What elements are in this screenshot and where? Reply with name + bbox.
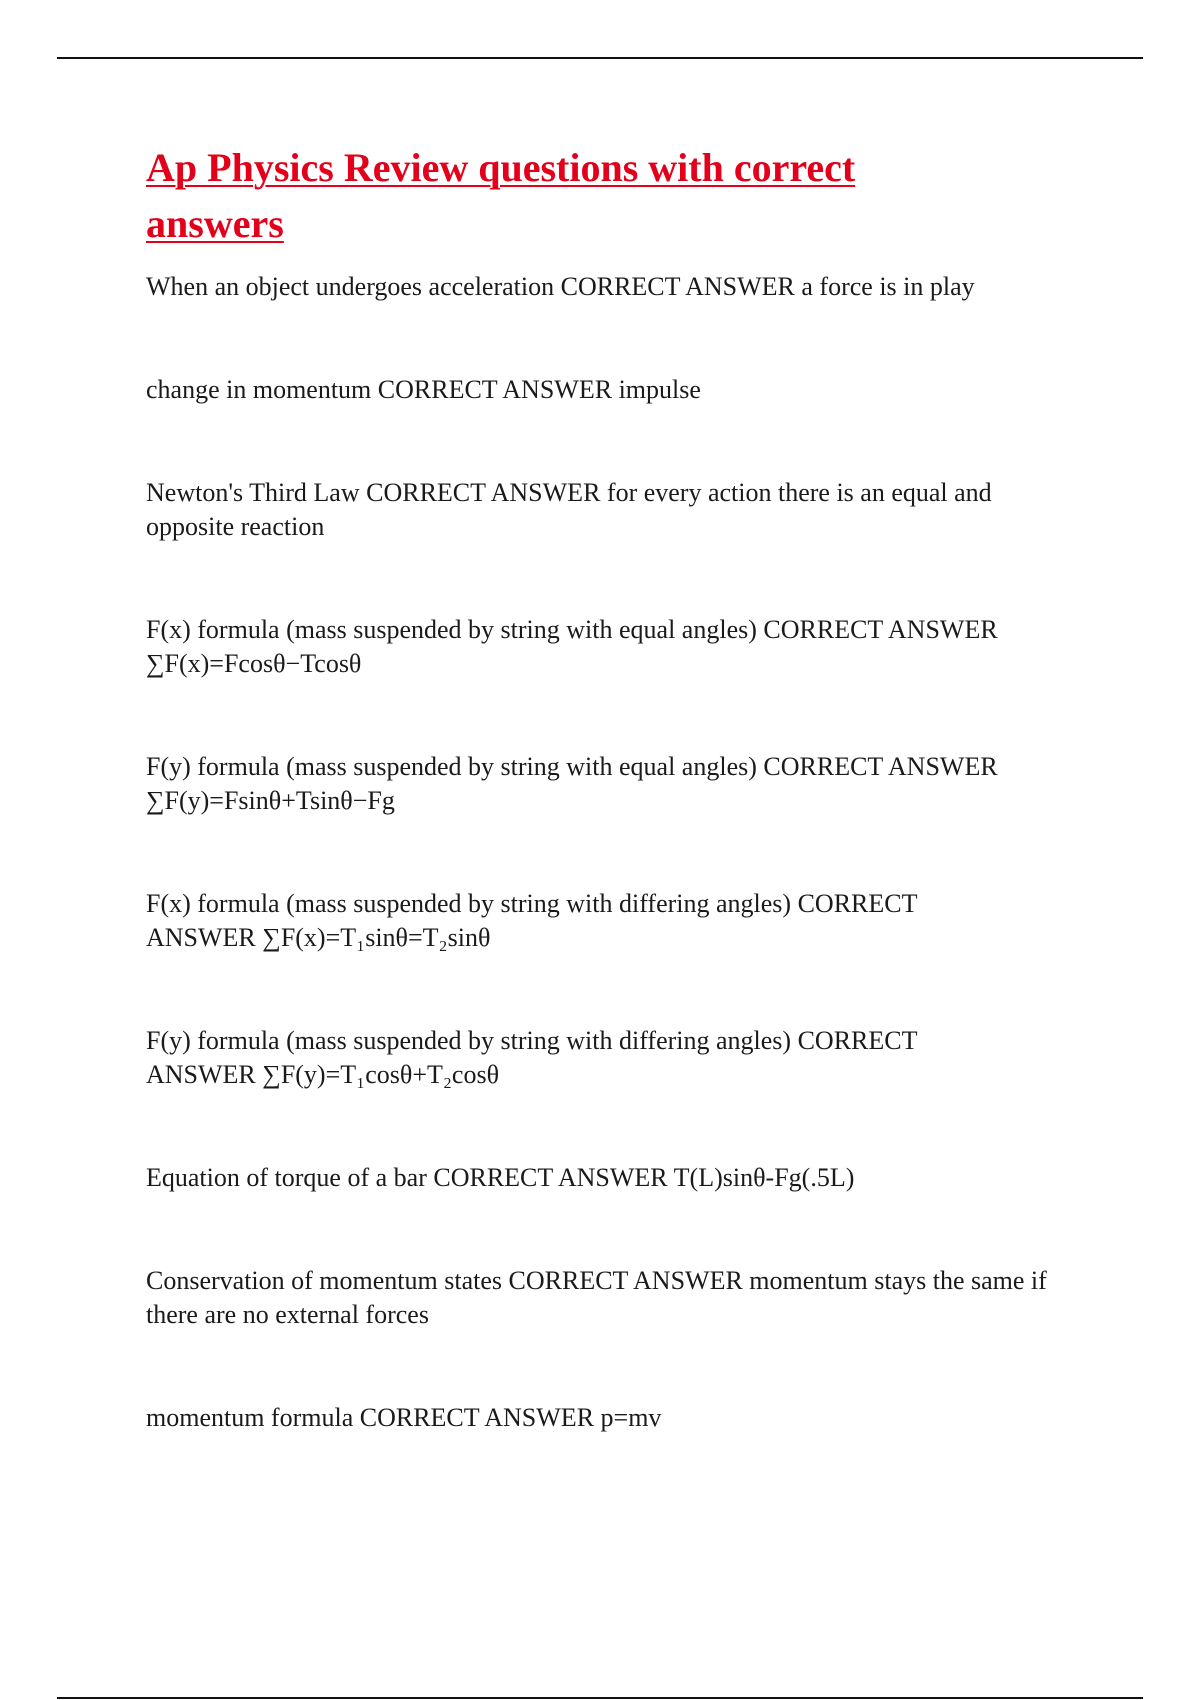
answer-text: ∑F(x)=T₁sinθ=T₂sinθ: [262, 923, 491, 952]
answer-text: a force is in play: [801, 272, 975, 301]
question-text: Newton's Third Law: [146, 478, 360, 507]
question-text: change in momentum: [146, 375, 372, 404]
top-rule: [57, 57, 1143, 59]
answer-text: momentum stays the same if there are no external forces: [146, 1266, 1047, 1329]
qa-item: [146, 373, 1086, 407]
answer-text: ∑F(y)=Fsinθ+Tsinθ−Fg: [146, 786, 395, 815]
question-text: Equation of torque of a bar: [146, 1163, 427, 1192]
answer-text: impulse: [618, 375, 701, 404]
question-text: When an object undergoes acceleration: [146, 272, 555, 301]
correct-answer-label: CORRECT ANSWER: [433, 1163, 668, 1192]
bottom-rule: [57, 1697, 1143, 1699]
correct-answer-label: CORRECT ANSWER: [763, 752, 998, 781]
qa-item: [146, 1264, 1086, 1332]
qa-item: [146, 1161, 1086, 1195]
answer-text: p=mv: [600, 1403, 662, 1432]
question-text: momentum formula: [146, 1403, 354, 1432]
qa-item: [146, 750, 1086, 818]
correct-answer-label: CORRECT ANSWER: [377, 375, 613, 404]
answer-text: T(L)sinθ-Fg(.5L): [673, 1163, 855, 1192]
correct-answer-label: CORRECT ANSWER: [146, 889, 918, 952]
qa-item: [146, 476, 1086, 544]
question-text: F(x) formula (mass suspended by string with equal angles): [146, 615, 757, 644]
answer-text: for every action there is an equal and opposite reaction: [146, 478, 992, 541]
answer-text: ∑F(y)=T₁cosθ+T₂cosθ: [262, 1060, 500, 1089]
correct-answer-label: CORRECT ANSWER: [366, 478, 601, 507]
document-title: Ap Physics Review questions with correct answers: [146, 145, 856, 246]
qa-item: [146, 1024, 1006, 1092]
qa-item: [146, 887, 1006, 955]
correct-answer-label: CORRECT ANSWER: [508, 1266, 743, 1295]
question-text: F(y) formula (mass suspended by string with equal angles): [146, 752, 757, 781]
qa-item: [146, 270, 1086, 304]
question-text: F(x) formula (mass suspended by string with differing angles): [146, 889, 792, 918]
correct-answer-label: CORRECT ANSWER: [560, 272, 795, 301]
correct-answer-label: CORRECT ANSWER: [146, 1026, 918, 1089]
document-body: [146, 140, 1086, 1432]
question-text: F(y) formula (mass suspended by string with differing angles): [146, 1026, 792, 1055]
qa-item: [146, 613, 1086, 681]
answer-text: ∑F(x)=Fcosθ−Tcosθ: [146, 649, 362, 678]
question-text: Conservation of momentum states: [146, 1266, 503, 1295]
correct-answer-label: CORRECT ANSWER: [359, 1403, 595, 1432]
qa-item: [146, 1401, 1086, 1435]
correct-answer-label: CORRECT ANSWER: [763, 615, 998, 644]
